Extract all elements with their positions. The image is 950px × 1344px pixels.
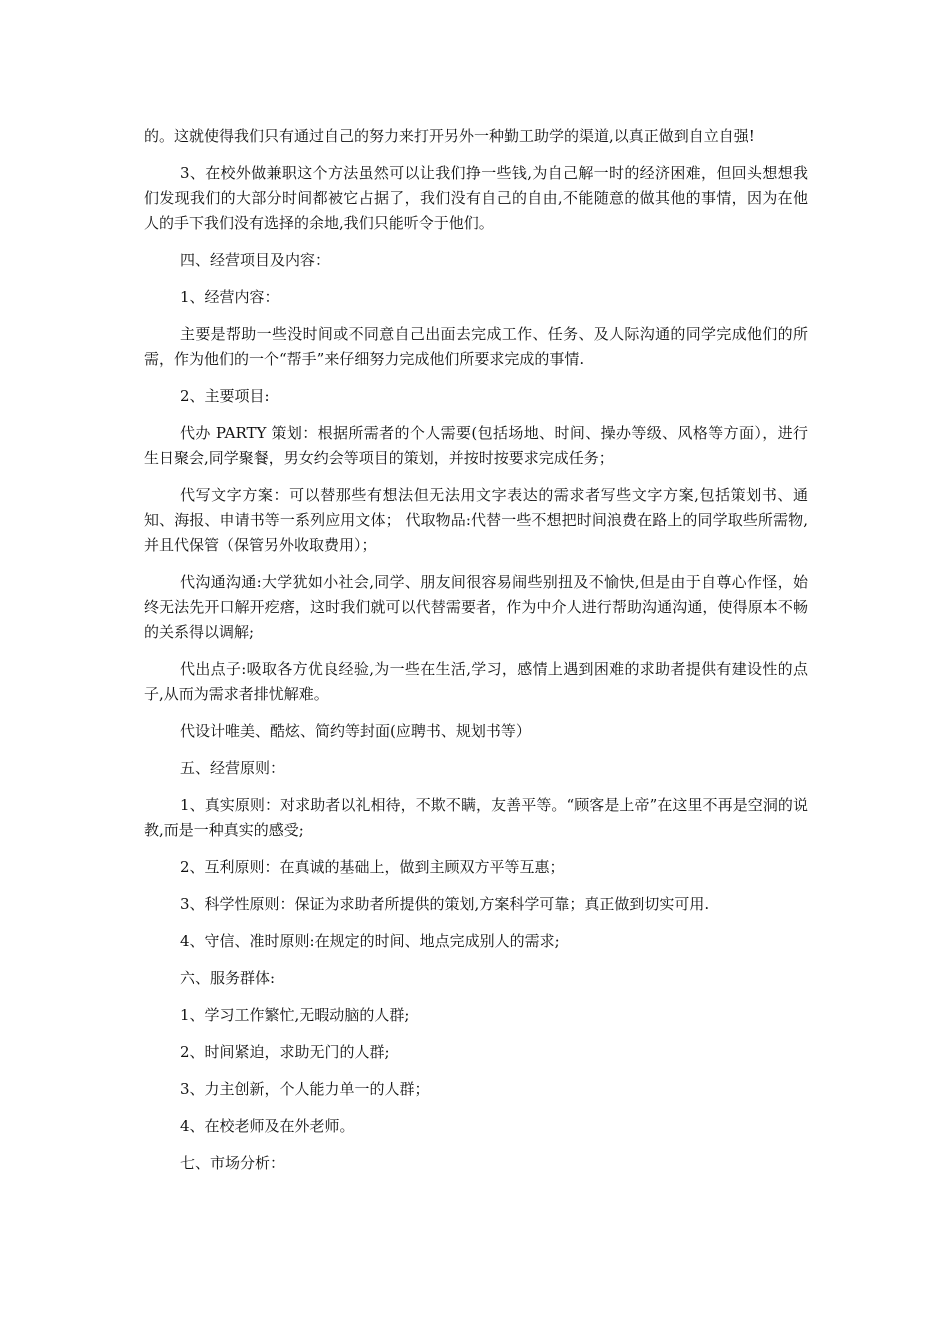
paragraph-principle-trust: 4、守信、准时原则:在规定的时间、地点完成别人的需求; xyxy=(180,932,560,950)
paragraph-principle-truth: 1、真实原则：对求助者以礼相待，不欺不瞒，友善平等。“顾客是上帝”在这里不再是空洞的说教,而是一种真实的感受; xyxy=(144,796,808,839)
paragraph-continuation: 的。这就使得我们只有通过自己的努力来打开另外一种勤工助学的渠道,以真正做到自立自强! xyxy=(144,127,755,145)
paragraph-cover-design: 代设计唯美、酷炫、简约等封面(应聘书、规划书等） xyxy=(180,722,531,740)
paragraph-party-planning: 代办 PARTY 策划：根据所需者的个人需要(包括场地、时间、操办等级、风格等方面），进行生日聚会,同学聚餐，男女约会等项目的策划，并按时按要求完成任务； xyxy=(144,424,808,467)
paragraph-principle-mutual: 2、互利原则：在真诚的基础上，做到主顾双方平等互惠； xyxy=(180,858,565,876)
list-item-group-innovation: 3、力主创新，个人能力单一的人群； xyxy=(180,1080,430,1098)
section-heading-business-items: 四、经营项目及内容： xyxy=(180,251,331,269)
list-item-group-teachers: 4、在校老师及在外老师。 xyxy=(180,1117,355,1135)
section-heading-market-analysis: 七、市场分析： xyxy=(180,1154,286,1172)
subheading-business-content: 1、经营内容： xyxy=(180,288,280,306)
section-heading-service-groups: 六、服务群体: xyxy=(180,969,276,987)
paragraph-copywriting: 代写文字方案：可以替那些有想法但无法用文字表达的需求者写些文字方案,包括策划书、通知、海报、申请书等一系列应用文体； 代取物品:代替一些不想把时间浪费在路上的同学取些所需物,并且代保管（保管另外收取费用）； xyxy=(144,486,808,554)
section-heading-principles: 五、经营原则： xyxy=(180,759,286,777)
paragraph-ideas: 代出点子:吸取各方优良经验,为一些在生活,学习，感情上遇到困难的求助者提供有建设性的点子,从而为需求者排忧解难。 xyxy=(144,660,808,703)
document-body xyxy=(144,124,808,1188)
paragraph-communication: 代沟通沟通:大学犹如小社会,同学、朋友间很容易闹些别扭及不愉快,但是由于自尊心作怪，始终无法先开口解开疙瘩，这时我们就可以代替需要者，作为中介人进行帮助沟通沟通，使得原本不畅的关系得以调解; xyxy=(144,573,808,641)
list-item-group-busy: 1、学习工作繁忙,无暇动脑的人群; xyxy=(180,1006,410,1024)
paragraph-part-time-job: 3、在校外做兼职这个方法虽然可以让我们挣一些钱,为自己解一时的经济困难，但回头想想我们发现我们的大部分时间都被它占据了，我们没有自己的自由,不能随意的做其他的事情，因为在他人的手下我们没有选择的余地,我们只能听令于他们。 xyxy=(144,164,808,232)
subheading-main-items: 2、主要项目: xyxy=(180,387,270,405)
list-item-group-urgent: 2、时间紧迫，求助无门的人群; xyxy=(180,1043,390,1061)
paragraph-business-content: 主要是帮助一些没时间或不同意自己出面去完成工作、任务、及人际沟通的同学完成他们的所需，作为他们的一个“帮手”来仔细努力完成他们所要求完成的事情. xyxy=(144,325,808,368)
paragraph-principle-science: 3、科学性原则：保证为求助者所提供的策划,方案科学可靠；真正做到切实可用. xyxy=(180,895,710,913)
